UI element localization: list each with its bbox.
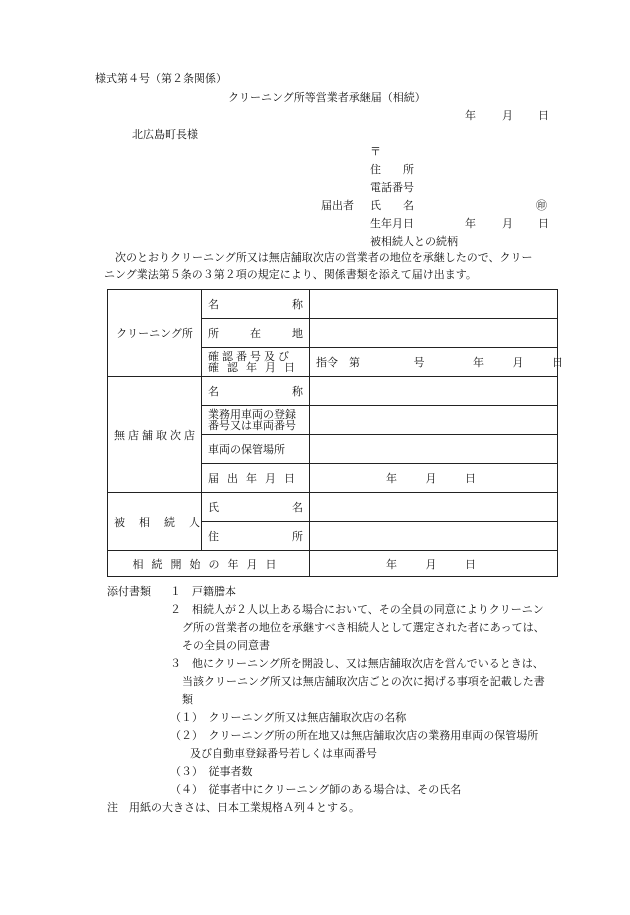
inheritance-start-label: 相続開始の年月日 xyxy=(108,551,310,577)
form-table xyxy=(107,289,563,577)
inheritance-start-field[interactable] xyxy=(310,551,558,577)
confirm-month-label: 月 xyxy=(512,356,524,369)
cleaning-name-text: 名 称 xyxy=(208,298,303,311)
attachment-item-2-line-2: グ所の営業者の地位を承継すべき相続人として選定された者にあっては、 xyxy=(182,621,545,634)
cleaning-confirm-field[interactable] xyxy=(310,348,563,377)
store-notify-date-label: 届出年月日 xyxy=(202,464,310,493)
confirm-label-line-1: 確認番号及び xyxy=(208,350,292,363)
attachment-item-2-line-1: ２ 相続人が２人以上ある場合において、その全員の同意によりクリーニン xyxy=(170,603,544,616)
store-storage-field[interactable] xyxy=(310,435,558,464)
store-name-label xyxy=(202,377,310,406)
applicant-name-label: 氏 名 xyxy=(370,199,414,212)
start-year-label: 年 xyxy=(386,557,397,571)
applicant-relation-label: 被相続人との続柄 xyxy=(370,235,458,248)
decedent-address-text: 住 所 xyxy=(208,530,303,543)
vehicle-label-line-2: 番号又は車両番号 xyxy=(208,419,296,432)
notify-month-label: 月 xyxy=(425,472,437,485)
notify-day-label: 日 xyxy=(465,472,476,485)
applicant-address-label: 住 所 xyxy=(370,163,414,176)
cleaning-name-field[interactable] xyxy=(310,290,558,319)
decedent-name-text: 氏 名 xyxy=(208,501,303,514)
body-text-line-2: ニング業法第５条の３第２項の規定により、関係書類を添えて届け出ます。 xyxy=(104,268,477,281)
cleaning-location-field[interactable] xyxy=(310,319,558,348)
decedent-address-label xyxy=(202,522,310,551)
applicant-phone-label: 電話番号 xyxy=(370,181,414,194)
number-label: 号 xyxy=(413,356,425,369)
attachment-item-3-line-1: ３ 他にクリーニング所を開設し、又は無店舗取次店を営んでいるときは、 xyxy=(170,657,544,670)
attachment-item-3-line-3: 類 xyxy=(182,693,193,706)
cleaning-name-label xyxy=(202,290,310,319)
attachment-item-3-line-2: 当該クリーニング所又は無店舗取次店ごとの次に掲げる事項を記載した書 xyxy=(182,675,545,688)
table-row xyxy=(108,551,558,577)
date-day-label: 日 xyxy=(538,109,549,122)
vehicle-label-line-1: 業務用車両の登録 xyxy=(208,408,296,421)
attachments-label: 添付書類 xyxy=(107,585,151,598)
applicant-birthdate-label: 生年月日 xyxy=(370,217,414,230)
date-year-label: 年 xyxy=(465,109,476,122)
confirm-day-label: 日 xyxy=(552,356,563,369)
cleaning-confirm-label xyxy=(202,348,310,377)
table-row xyxy=(108,290,558,319)
attachment-sub-2-line-1: （２） クリーニング所の所在地又は無店舗取次店の業務用車両の保管場所 xyxy=(170,729,539,742)
date-month-label: 月 xyxy=(502,109,513,122)
decedent-group-label: 被相続人 xyxy=(108,493,202,551)
paper-size-note: 注 用紙の大きさは、日本工業規格Ａ列４とする。 xyxy=(107,801,360,814)
store-group-label: 無店舗取次店 xyxy=(108,377,202,493)
postal-mark: 〒 xyxy=(370,145,381,158)
birth-day-label: 日 xyxy=(538,217,549,230)
directive-label: 指令 第 xyxy=(316,356,360,369)
birth-month-label: 月 xyxy=(502,217,513,230)
store-vehicle-field[interactable] xyxy=(310,406,558,435)
store-name-field[interactable] xyxy=(310,377,558,406)
document-title: クリーニング所等営業者承継届（相続） xyxy=(228,91,426,104)
decedent-name-field[interactable] xyxy=(310,493,558,522)
body-text-line-1: 次のとおりクリーニング所又は無店舗取次店の営業者の地位を承継したので、クリー xyxy=(104,251,533,264)
start-day-label: 日 xyxy=(465,557,476,571)
store-notify-date-field[interactable] xyxy=(310,464,558,493)
seal-mark: ㊞ xyxy=(536,199,547,212)
start-month-label: 月 xyxy=(425,557,437,571)
store-vehicle-label xyxy=(202,406,310,435)
attachment-sub-4: （４） 従事者中にクリーニング師のある場合は、その氏名 xyxy=(170,783,462,796)
table-row xyxy=(108,493,558,522)
decedent-address-field[interactable] xyxy=(310,522,558,551)
cleaning-location-text: 所 在 地 xyxy=(208,327,303,340)
applicant-label: 届出者 xyxy=(321,199,354,212)
attachment-item-1: １ 戸籍謄本 xyxy=(170,585,236,598)
attachment-item-2-line-3: その全員の同意書 xyxy=(182,639,270,652)
store-storage-label: 車両の保管場所 xyxy=(202,435,310,464)
attachment-sub-2-line-2: 及び自動車登録番号若しくは車両番号 xyxy=(190,747,377,760)
notify-year-label: 年 xyxy=(386,472,397,485)
attachment-sub-3: （３） 従事者数 xyxy=(170,765,253,778)
confirm-year-label: 年 xyxy=(473,356,484,369)
birth-year-label: 年 xyxy=(465,217,476,230)
cleaning-location-label xyxy=(202,319,310,348)
addressee: 北広島町長様 xyxy=(132,128,198,141)
cleaning-group-label: クリーニング所 xyxy=(108,290,202,377)
form-number: 様式第４号（第２条関係） xyxy=(95,72,227,85)
attachment-sub-1: （１） クリーニング所又は無店舗取次店の名称 xyxy=(170,711,407,724)
store-name-text: 名 称 xyxy=(208,385,303,398)
table-row xyxy=(108,377,558,406)
confirm-label-line-2: 確認年月日 xyxy=(208,361,303,374)
decedent-name-label xyxy=(202,493,310,522)
